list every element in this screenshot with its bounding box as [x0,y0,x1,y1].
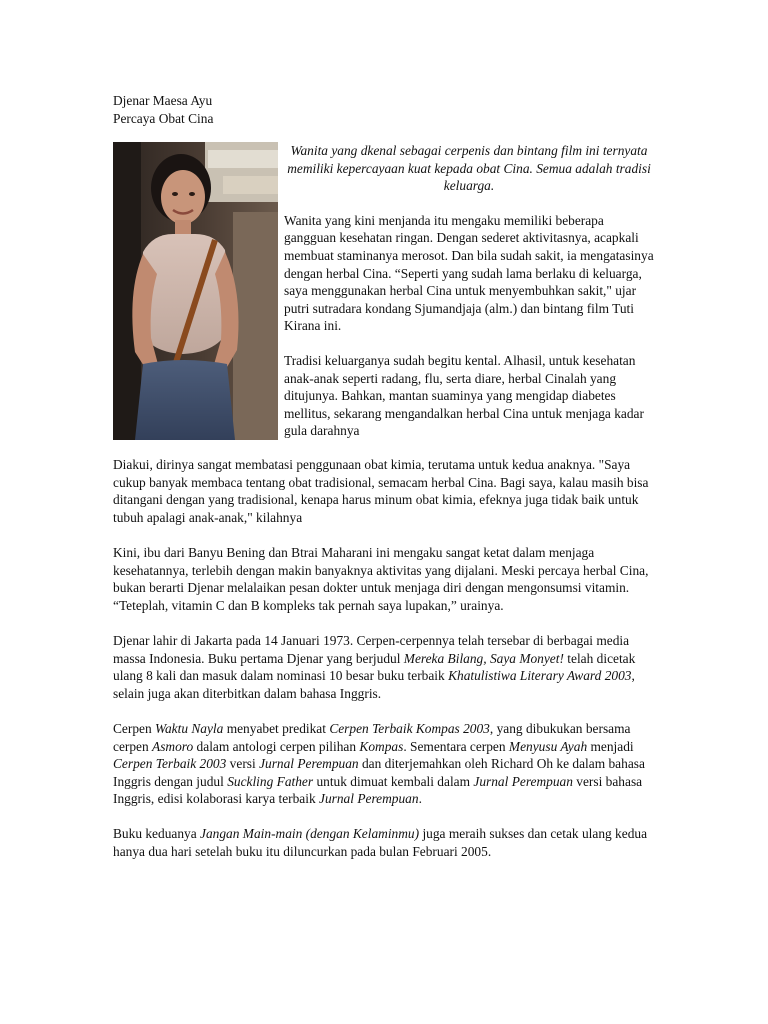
publication-name: Jurnal Perempuan [473,773,573,789]
article-body [113,456,658,878]
story-title: Suckling Father [227,773,314,789]
body-paragraph-2: Kini, ibu dari Banyu Bening dan Btrai Maharani ini mengaku sangat ketat dalam menjaga kesehatannya, terlebih dengan makin banyaknya aktivitas yang dijalani. Meski percaya herbal Cina, bukan berarti Djenar melalaikan pesan dokter untuk menjaga diri dengan mengonsumsi vitamin. “Teteplah, vitamin C dan B kompleks tak pernah saya lupakan,” urainya. [113,544,649,613]
text-run: dan diterjemahkan oleh Richard Oh ke dalam bahasa Inggris dengan judul [113,756,645,789]
publication-name: Jurnal Perempuan [319,791,419,807]
body-paragraph-3 [113,632,658,702]
book-title: Jangan Main-main (dengan Kelaminmu) [200,826,420,842]
text-run: , selain juga akan diterbitkan dalam bahasa Inggris. [113,668,635,701]
text-run: Djenar lahir di Jakarta pada 14 Januari 1973. Cerpen-cerpennya telah tersebar di berbagai media massa Indonesia. Buku pertama Djenar yang berjudul [113,632,630,666]
text-run: untuk dimuat kembali dalam [313,773,474,789]
text-run: Buku keduanya [113,826,201,842]
side-column [284,142,654,457]
award-name: Khatulistiwa Literary Award 2003 [448,668,632,684]
text-run: , yang dibukukan bersama cerpen [113,720,631,754]
body-paragraph-1: Diakui, dirinya sangat membatasi penggunaan obat kimia, terutama untuk kedua anaknya. "Saya cukup banyak membaca tentang obat tradisional, semacam herbal Cina. Bagi saya, kalau masih bisa ditangani dengan yang tradisional, kenapa harus minum obat kimia, efeknya juga tidak baik untuk tubuh apalagi anak-anak," kilahnya [113,457,649,525]
article-lead: Wanita yang dkenal sebagai cerpenis dan bintang film ini ternyata memiliki kepercayaan kuat kepada obat Cina. Semua adalah tradisi keluarga. [287,143,651,194]
side-paragraph-1: Wanita yang kini menjanda itu mengaku memiliki beberapa gangguan kesehatan ringan. Dengan sederet aktivitasnya, acapkali membuat staminanya merosot. Dan bila sudah sakit, ia mengatasinya dengan herbal Cina. “Seperti yang sudah lama berlaku di keluarga, saya menggunakan herbal Cina untuk menyembuhkan sakit," ujar putri sutradara kondang Sjumandjaja (alm.) dan bintang film Tuti Kirana ini. [284,212,654,334]
story-title: Waktu Nayla [155,720,224,736]
author-name: Djenar Maesa Ayu [113,93,213,108]
text-run: . [418,791,422,807]
text-run: dalam antologi cerpen pilihan [193,738,360,754]
book-title: Mereka Bilang, Saya Monyet! [403,650,564,666]
text-run: menjadi [587,738,634,754]
body-paragraph-4 [113,720,658,808]
article-header [113,92,673,127]
side-paragraph-2: Tradisi keluarganya sudah begitu kental. Alhasil, untuk kesehatan anak-anak seperti radang, flu, serta diare, herbal Cinalah yang ditujunya. Bahkan, mantan suaminya yang mengidap diabetes mellitus, sekarang mengandalkan herbal Cina untuk menjaga kadar gula darahnya [284,352,644,439]
story-title: Menyusu Ayah [508,738,588,754]
text-run: juga meraih sukses dan cetak ulang kedua hanya dua hari setelah buku itu diluncurkan pada bulan Februari 2005. [113,826,648,860]
award-name: Cerpen Terbaik 2003 [113,756,227,772]
portrait-photo-graphic [113,142,278,440]
text-run: versi bahasa Inggris, edisi kolaborasi karya terbaik [113,773,643,807]
publication-name: Jurnal Perempuan [259,756,359,772]
article-title: Percaya Obat Cina [113,110,214,126]
award-name: Cerpen Terbaik Kompas 2003 [329,720,490,736]
text-run: versi [226,756,260,772]
text-run: Cerpen [113,720,156,736]
text-run: telah dicetak ulang 8 kali dan masuk dalam nominasi 10 besar buku terbaik [113,650,636,684]
text-run: . Sementara cerpen [403,738,509,754]
body-paragraph-5 [113,825,658,860]
story-title: Asmoro [152,738,194,754]
portrait-photo [113,142,278,440]
text-run: menyabet predikat [223,720,330,736]
publication-name: Kompas [359,738,404,754]
